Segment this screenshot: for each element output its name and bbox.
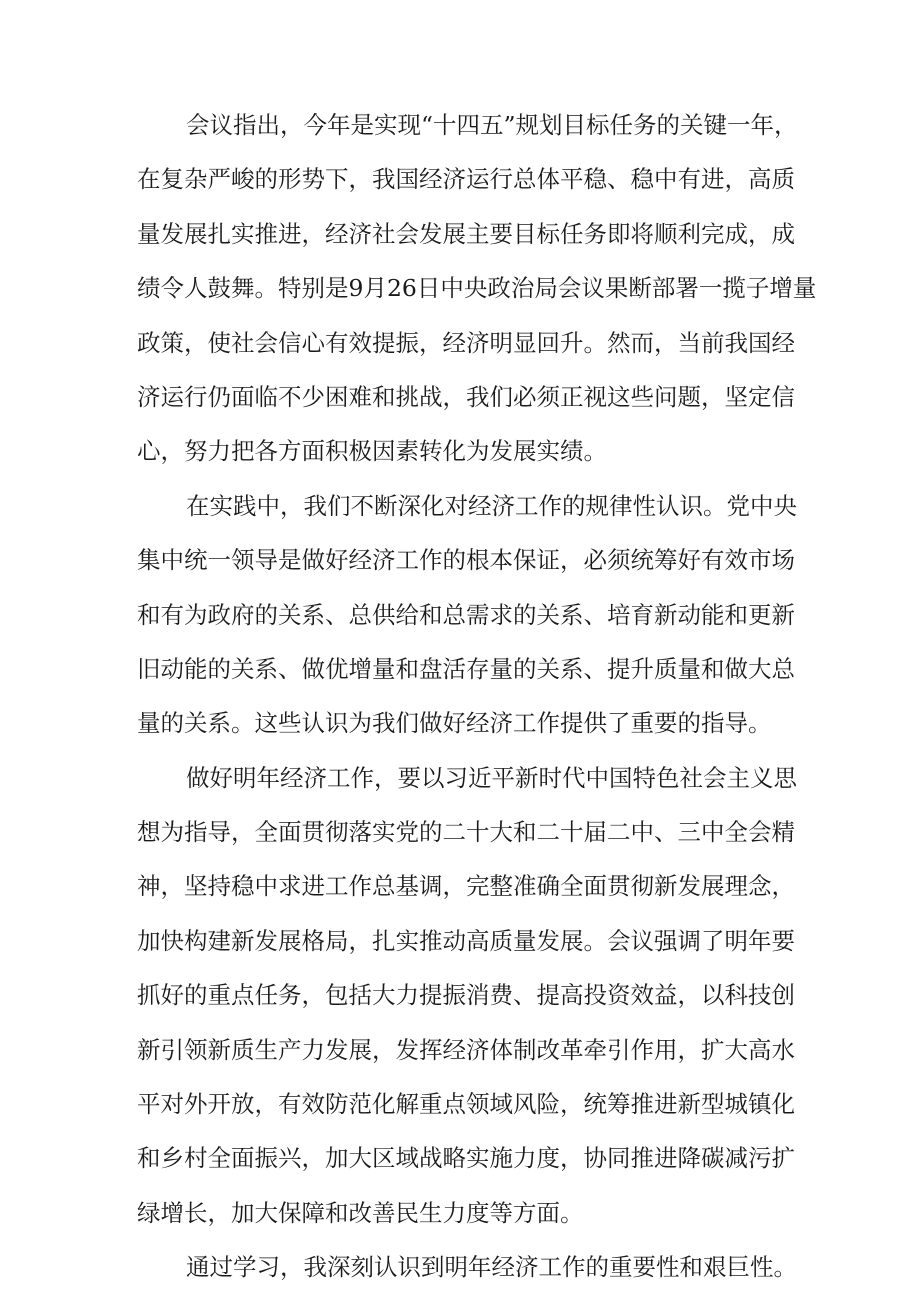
text-line: 在复杂严峻的形势下，我国经济运行总体平稳、稳中有进，高质	[137, 165, 795, 194]
text-line: 济运行仍面临不少困难和挑战，我们必须正视这些问题，坚定信	[137, 382, 795, 411]
text-line: 新引领新质生产力发展，发挥经济体制改革牵引作用，扩大高水	[137, 1035, 795, 1064]
text-line: 旧动能的关系、做优增量和盘活存量的关系、提升质量和做大总	[137, 654, 795, 683]
text-line: 通过学习，我深刻认识到明年经济工作的重要性和艰巨性。	[186, 1253, 797, 1282]
text-line: 想为指导，全面贯彻落实党的二十大和二十届二中、三中全会精	[137, 818, 795, 847]
paragraph-1	[137, 98, 817, 479]
paragraph-2	[137, 479, 797, 751]
paragraph-4	[137, 1240, 797, 1294]
text-line: 加快构建新发展格局，扎实推动高质量发展。会议强调了明年要	[137, 926, 795, 955]
text-line: 政策，使社会信心有效提振，经济明显回升。然而，当前我国经	[137, 328, 795, 357]
text-line: 量的关系。这些认识为我们做好经济工作提供了重要的指导。	[137, 709, 772, 738]
text-line: 平对外开放，有效防范化解重点领域风险，统筹推进新型城镇化	[137, 1090, 795, 1119]
text-line: 和有为政府的关系、总供给和总需求的关系、培育新动能和更新	[137, 600, 795, 629]
text-line: 在实践中，我们不断深化对经济工作的规律性认识。党中央	[186, 491, 797, 520]
text-line: 神，坚持稳中求进工作总基调，完整准确全面贯彻新发展理念，	[137, 872, 795, 901]
document-body	[137, 98, 817, 1295]
text-line: 抓好的重点任务，包括大力提振消费、提高投资效益，以科技创	[137, 981, 795, 1010]
paragraph-3	[137, 751, 797, 1241]
text-line: 会议指出，今年是实现“十四五”规划目标任务的关键一年，	[186, 111, 798, 139]
text-line: 做好明年经济工作，要以习近平新时代中国特色社会主义思	[186, 763, 797, 792]
text-line: 和乡村全面振兴，加大区域战略实施力度，协同推进降碳减污扩	[137, 1144, 795, 1173]
text-line: 绿增长，加大保障和改善民生力度等方面。	[137, 1198, 584, 1227]
text-line: 集中统一领导是做好经济工作的根本保证，必须统筹好有效市场	[137, 546, 795, 575]
text-line: 量发展扎实推进，经济社会发展主要目标任务即将顺利完成，成	[137, 219, 795, 248]
text-line: 心，努力把各方面积极因素转化为发展实绩。	[137, 437, 607, 466]
text-line: 绩令人鼓舞。特别是9月26日中央政治局会议果断部署一揽子增量	[137, 274, 817, 303]
